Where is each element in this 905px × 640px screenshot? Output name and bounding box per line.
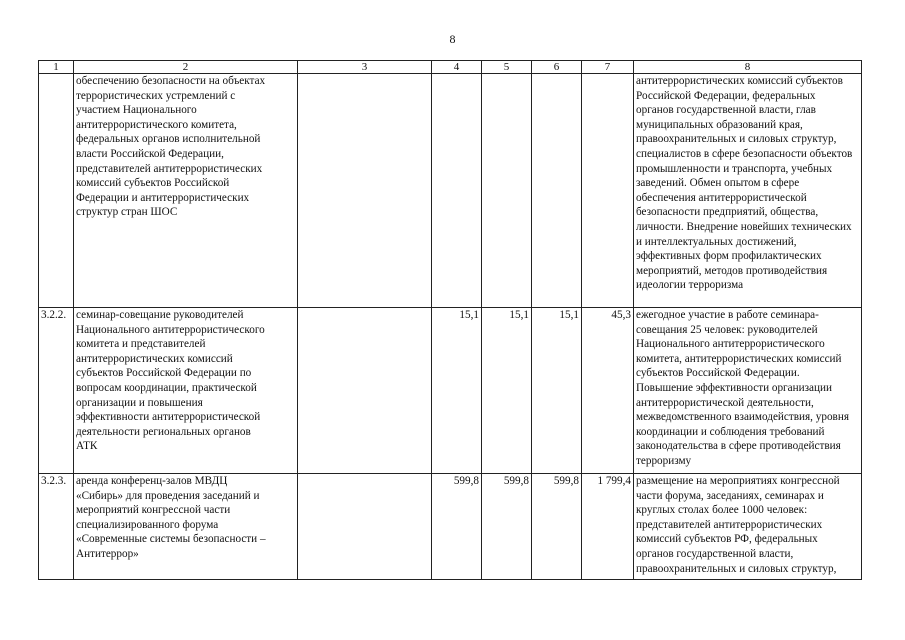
item-col3 bbox=[298, 474, 432, 580]
table-row bbox=[39, 74, 862, 308]
item-result: ежегодное участие в работе семинара- совещания 25 человек: руководителей Национального антитеррористического комитета, антитеррористических комиссий субъектов Российской Федерации. Повышение эффективности организации антитеррористической деятельности, межведомственного взаимодействия, уровня координации и соблюдения требований законодательства в сфере противодействия терроризму bbox=[634, 308, 862, 474]
header-cell-5: 5 bbox=[482, 61, 532, 74]
item-col6: 15,1 bbox=[532, 308, 582, 474]
item-col5: 599,8 bbox=[482, 474, 532, 580]
item-col6: 599,8 bbox=[532, 474, 582, 580]
header-cell-8: 8 bbox=[634, 61, 862, 74]
header-cell-2: 2 bbox=[74, 61, 298, 74]
header-cell-6: 6 bbox=[532, 61, 582, 74]
item-col5: 15,1 bbox=[482, 308, 532, 474]
item-code bbox=[39, 74, 74, 308]
item-description: семинар-совещание руководителей Национального антитеррористического комитета и представителей антитеррористических комиссий субъектов Российской Федерации по вопросам координации, практической организации и повышения эффективности антитеррористической деятельности региональных органов АТК bbox=[74, 308, 298, 474]
item-result: антитеррористических комиссий субъектов Российской Федерации, федеральных органов государственной власти, глав муниципальных образований края, правоохранительных и силовых структур, специалистов в сфере безопасности объектов промышленности и транспорта, учебных заведений. Обмен опытом в сфере обеспечения антитеррористической безопасности предприятий, общества, личности. Внедрение новейших технических и интеллектуальных достижений, эффективных форм профилактических мероприятий, методов противодействия идеологии терроризма bbox=[634, 74, 862, 308]
item-col4: 599,8 bbox=[432, 474, 482, 580]
item-col7: 1 799,4 bbox=[582, 474, 634, 580]
header-cell-7: 7 bbox=[582, 61, 634, 74]
item-col3 bbox=[298, 308, 432, 474]
item-result: размещение на мероприятиях конгрессной части форума, заседаниях, семинарах и круглых столах более 1000 человек: представителей антитеррористических комиссий субъектов РФ, федеральных органов государственной власти, правоохранительных и силовых структур, bbox=[634, 474, 862, 580]
item-code: 3.2.2. bbox=[39, 308, 74, 474]
item-description: обеспечению безопасности на объектах террористических устремлений с участием Национального антитеррористического комитета, федеральных органов исполнительной власти Российской Федерации, представителей антитеррористических комиссий субъектов Российской Федерации и антитеррористических структур стран ШОС bbox=[74, 74, 298, 308]
item-col4: 15,1 bbox=[432, 308, 482, 474]
item-description: аренда конференц-залов МВДЦ «Сибирь» для проведения заседаний и мероприятий конгрессной части специализированного форума «Современные системы безопасности – Антитеррор» bbox=[74, 474, 298, 580]
header-cell-3: 3 bbox=[298, 61, 432, 74]
table-row bbox=[39, 474, 862, 580]
measures-table bbox=[38, 60, 862, 580]
item-col5 bbox=[482, 74, 532, 308]
header-cell-1: 1 bbox=[39, 61, 74, 74]
header-cell-4: 4 bbox=[432, 61, 482, 74]
table-row bbox=[39, 308, 862, 474]
page-number: 8 bbox=[449, 32, 456, 46]
header-row bbox=[39, 61, 862, 74]
item-col6 bbox=[532, 74, 582, 308]
item-col3 bbox=[298, 74, 432, 308]
item-col7: 45,3 bbox=[582, 308, 634, 474]
item-col4 bbox=[432, 74, 482, 308]
item-code: 3.2.3. bbox=[39, 474, 74, 580]
item-col7 bbox=[582, 74, 634, 308]
